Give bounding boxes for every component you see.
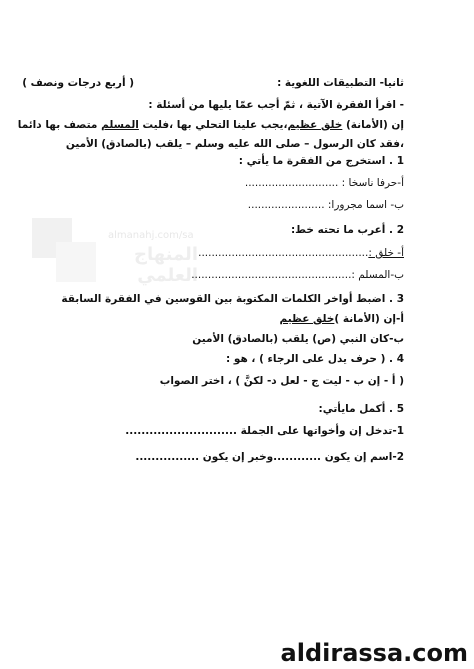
watermark-arabic-text: المنهاج العلمي xyxy=(134,244,198,286)
watermark-latin-text: almanahj.com/sa xyxy=(108,230,194,241)
passage-line-1 xyxy=(18,118,404,132)
instruction-text: - اقرأ الفقرة الآتية ، ثمّ أجب عمّا يليها من أسئلة : xyxy=(148,99,404,111)
underlined-phrase: خلق عظيم xyxy=(279,313,335,325)
question-2-a xyxy=(198,246,404,260)
passage-text: ،يجب علينا التحلي بها ،فليت xyxy=(138,119,288,131)
passage-text: إن (الأمانة) xyxy=(342,119,404,131)
question-2-title: 2 . أعرب ما تحته خط: xyxy=(290,224,404,236)
question-5-item-1: 1-تدخل إن وأخواتها على الجملة ............................ xyxy=(125,425,404,437)
watermark-logo-shape xyxy=(56,242,96,282)
question-2-a-label: أ- خلق : xyxy=(368,247,404,259)
footer-site-name: aldirassa.com xyxy=(280,639,468,667)
question-5-title: 5 . أكمل مايأتي: xyxy=(318,403,404,415)
question-3-a-text: أ-إن (الأمانة ) xyxy=(334,313,404,325)
question-5-item-2: 2-اسم إن يكون ............وخبر إن يكون ................ xyxy=(135,451,404,463)
points-note: ( أربع درجات ونصف ) xyxy=(22,77,134,89)
underlined-word: المسلم xyxy=(101,119,139,131)
question-1-title: 1 . استخرج من الفقرة ما يأتي : xyxy=(238,155,404,167)
answer-dots: ................................................... xyxy=(198,247,369,259)
question-4-options: ( أ - إن ب - ليت ج - لعل د- لكنَّ ) ، اختر الصواب xyxy=(159,375,404,387)
question-1-a: أ-حرفا ناسخا : ............................ xyxy=(244,177,404,189)
question-3-b: ب-كان النبي (ص) يلقب (بالصادق) الأمين xyxy=(192,333,404,345)
underlined-phrase: خلق عظيم xyxy=(287,119,343,131)
section-title: ثانيا- التطبيقات اللغوية : xyxy=(277,77,404,89)
question-3-title: 3 . اضبط أواخر الكلمات المكتوبة بين القوسين في الفقرة السابقة xyxy=(61,293,404,305)
passage-line-2: ،فقد كان الرسول – صلى الله عليه وسلم – يلقب (بالصادق) الأمين xyxy=(65,138,404,150)
question-3-a xyxy=(279,312,404,326)
passage-text: متصف بها دائما xyxy=(17,119,102,131)
question-2-b xyxy=(191,268,404,282)
question-1-b: ب- اسما مجرورا: ....................... xyxy=(247,199,404,211)
question-2-b-label: ب-المسلم : xyxy=(351,269,404,281)
answer-dots: ................................................ xyxy=(191,269,352,281)
question-4-title: 4 . ( حرف يدل على الرجاء ) ، هو : xyxy=(226,353,404,365)
